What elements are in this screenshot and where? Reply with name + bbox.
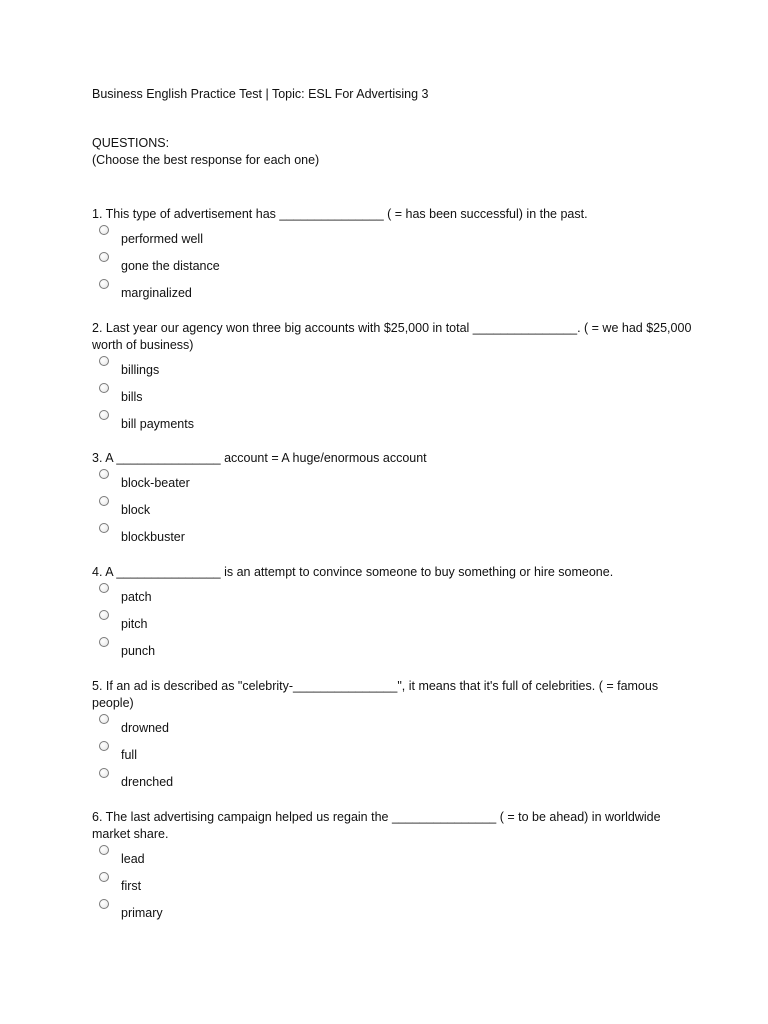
question-5: [92, 678, 692, 793]
question-text: 3. A _______________ account = A huge/enormous account: [92, 451, 427, 465]
radio-button-icon[interactable]: [99, 637, 109, 647]
option-label: billings: [121, 363, 160, 377]
radio-button-icon[interactable]: [99, 583, 109, 593]
answer-option[interactable]: [92, 277, 692, 304]
answer-option[interactable]: [92, 250, 692, 277]
answer-option[interactable]: [92, 897, 692, 924]
radio-button-icon[interactable]: [99, 899, 109, 909]
option-label: marginalized: [121, 286, 192, 300]
radio-button-icon[interactable]: [99, 410, 109, 420]
answer-option[interactable]: [92, 494, 692, 521]
radio-button-icon[interactable]: [99, 279, 109, 289]
question-4: [92, 564, 692, 662]
option-label: block: [121, 503, 151, 517]
option-label: blockbuster: [121, 530, 185, 544]
question-2: [92, 320, 692, 435]
instructions-text: (Choose the best response for each one): [92, 153, 320, 167]
answer-option[interactable]: [92, 635, 692, 662]
option-label: bills: [121, 390, 143, 404]
question-text: 6. The last advertising campaign helped us regain the _______________ ( = to be ahead) in worldwide market share.: [92, 810, 661, 841]
question-text: 5. If an ad is described as "celebrity-_______________", it means that it's full of celebrities. ( = famous people): [92, 679, 659, 710]
question-text: 2. Last year our agency won three big accounts with $25,000 in total _______________. ( = we had $25,000 worth of business): [92, 321, 692, 352]
option-label: lead: [121, 852, 145, 866]
question-text: 1. This type of advertisement has _______________ ( = has been successful) in the past.: [92, 207, 588, 221]
option-label: bill payments: [121, 417, 194, 431]
answer-option[interactable]: [92, 223, 692, 250]
option-label: gone the distance: [121, 259, 220, 273]
question-1: [92, 206, 692, 304]
radio-button-icon[interactable]: [99, 252, 109, 262]
document-title: Business English Practice Test | Topic: ESL For Advertising 3: [92, 87, 429, 101]
answer-option[interactable]: [92, 739, 692, 766]
radio-button-icon[interactable]: [99, 496, 109, 506]
question-6: [92, 809, 692, 924]
radio-button-icon[interactable]: [99, 768, 109, 778]
radio-button-icon[interactable]: [99, 741, 109, 751]
radio-button-icon[interactable]: [99, 225, 109, 235]
option-label: drowned: [121, 721, 169, 735]
question-text: 4. A _______________ is an attempt to convince someone to buy something or hire someone.: [92, 565, 614, 579]
question-3: [92, 450, 692, 548]
answer-option[interactable]: [92, 712, 692, 739]
answer-option[interactable]: [92, 608, 692, 635]
option-label: full: [121, 748, 137, 762]
answer-option[interactable]: [92, 843, 692, 870]
questions-heading: QUESTIONS:: [92, 136, 170, 150]
answer-option[interactable]: [92, 581, 692, 608]
option-label: primary: [121, 906, 163, 920]
answer-option[interactable]: [92, 408, 692, 435]
radio-button-icon[interactable]: [99, 610, 109, 620]
option-label: patch: [121, 590, 152, 604]
radio-button-icon[interactable]: [99, 383, 109, 393]
radio-button-icon[interactable]: [99, 714, 109, 724]
option-label: drenched: [121, 775, 174, 789]
answer-option[interactable]: [92, 766, 692, 793]
radio-button-icon[interactable]: [99, 845, 109, 855]
radio-button-icon[interactable]: [99, 523, 109, 533]
answer-option[interactable]: [92, 870, 692, 897]
option-label: pitch: [121, 617, 148, 631]
option-label: first: [121, 879, 142, 893]
option-label: punch: [121, 644, 156, 658]
answer-option[interactable]: [92, 381, 692, 408]
radio-button-icon[interactable]: [99, 469, 109, 479]
option-label: block-beater: [121, 476, 190, 490]
answer-option[interactable]: [92, 521, 692, 548]
answer-option[interactable]: [92, 354, 692, 381]
radio-button-icon[interactable]: [99, 872, 109, 882]
option-label: performed well: [121, 232, 203, 246]
radio-button-icon[interactable]: [99, 356, 109, 366]
answer-option[interactable]: [92, 467, 692, 494]
